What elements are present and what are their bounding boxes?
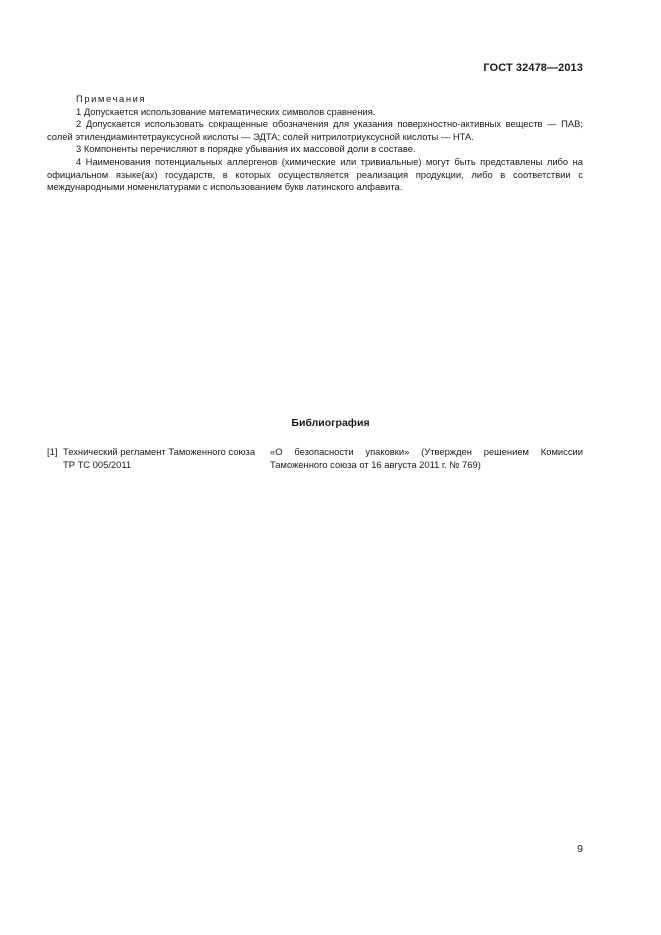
note-item-3: 3 Компоненты перечисляют в порядке убывания их массовой доли в составе.: [76, 143, 416, 155]
note-item-1: 1 Допускается использование математических символов сравнения.: [76, 105, 376, 117]
note-item-4: 4 Наименования потенциальных аллергенов (химические или тривиальные) могут быть представлены либо на официальном языке(ах) государств, в которых осуществляется реализация продукции, либо в соответствии с международными номенклатурами с использованием букв латинского алфавита.: [47, 155, 583, 193]
note-item-2: 2 Допускается использовать сокращенные обозначения для указания поверхностно-активных веществ — ПАВ; солей этилендиаминтетрауксусной кислоты — ЭДТА; солей нитрилотриуксусной кислоты — НТА.: [47, 118, 583, 142]
bibliography-entry-source: [47, 446, 269, 471]
bibliography-entry: [47, 446, 583, 471]
bibliography-title: Библиография: [291, 417, 370, 429]
document-code: ГОСТ 32478—2013: [483, 62, 583, 74]
bibliography-entry-description: «О безопасности упаковки» (Утвержден решением Комиссии Таможенного союза от 16 августа 2011 г. № 769): [270, 446, 583, 470]
bibliography-entry-name: Технический регламент Таможенного союза ТР ТС 005/2011: [63, 446, 256, 470]
bibliography-list: [47, 446, 583, 471]
notes-section: [47, 93, 583, 194]
bibliography-entry-number: [1]: [47, 446, 58, 457]
page-number: 9: [577, 843, 583, 855]
notes-title: Примечания: [76, 93, 147, 104]
